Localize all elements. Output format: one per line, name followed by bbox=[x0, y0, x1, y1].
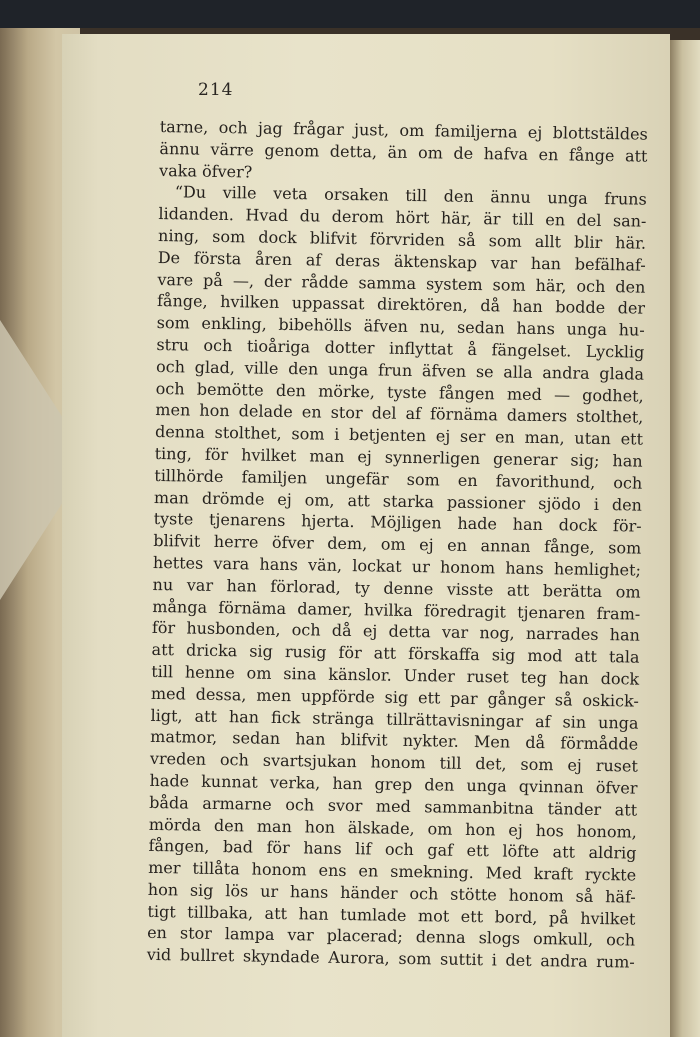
text-line: vare på —, der rådde samma system som här, och den bbox=[157, 269, 646, 297]
text-line: många förnäma damer, hvilka föredragit tjenaren fram- bbox=[152, 596, 641, 624]
text-line: mörda den man hon älskade, om hon ej hos honom, bbox=[148, 814, 637, 842]
text-line: båda armarne och svor med sammanbitna tänder att bbox=[149, 792, 638, 820]
text-line: hettes vara hans vän, lockat ur honom hans hemlighet; bbox=[152, 552, 642, 580]
page-number: 214 bbox=[198, 80, 234, 100]
text-line: mer tillåta honom ens en smekning. Med kraft ryckte bbox=[148, 858, 637, 885]
text-line: man drömde ej om, att starka passioner sjödo i den bbox=[153, 487, 643, 515]
text-line: De första åren af deras äktenskap var han befälhaf- bbox=[157, 247, 646, 275]
text-line: vaka öfver? bbox=[159, 160, 253, 182]
text-line: stru och tioåriga dotter inflyttat å fängelset. Lycklig bbox=[156, 334, 645, 362]
text-line: till henne om sina känslor. Under ruset teg han dock bbox=[151, 661, 640, 689]
text-line: tyste tjenarens hjerta. Möjligen hade han dock för- bbox=[153, 509, 642, 536]
text-line: tigt tillbaka, att han tumlade mot ett bord, på hvilket bbox=[147, 901, 636, 929]
text-line: hade kunnat verka, han grep den unga qvinnan öfver bbox=[149, 770, 638, 798]
text-line: för husbonden, och då ej detta var nog, narrades han bbox=[151, 618, 641, 645]
text-line: tarne, och jag frågar just, om familjerna ej blottstäldes bbox=[159, 116, 648, 144]
adjacent-page-edge bbox=[670, 40, 700, 1037]
text-line: “Du ville veta orsaken till den ännu unga fruns bbox=[174, 182, 647, 210]
text-line: denna stolthet, som i betjenten ej ser en man, utan ett bbox=[154, 422, 644, 449]
text-line: lidanden. Hvad du derom hört här, är till en del san- bbox=[158, 204, 647, 231]
text-line: att dricka sig rusig för att förskaffa sig mod att tala bbox=[151, 640, 640, 667]
text-line: med dessa, men uppförde sig ett par gånger så oskick- bbox=[150, 683, 640, 711]
text-line: och glad, ville den unga frun äfven se alla andra glada bbox=[155, 356, 645, 384]
text-line: nu var han förlorad, ty denne visste att berätta om bbox=[152, 574, 641, 602]
text-line: som enkling, bibehölls äfven nu, sedan hans unga hu- bbox=[156, 313, 645, 340]
text-line: fången, bad för hans lif och gaf ett löfte att aldrig bbox=[148, 836, 637, 863]
text-line: och bemötte den mörke, tyste fången med — godhet, bbox=[155, 378, 644, 406]
text-line: ännu värre genom detta, än om de hafva en fånge att bbox=[159, 138, 648, 166]
text-line: vid bullret skyndade Aurora, som suttit i det andra rum- bbox=[146, 945, 635, 972]
text-line: matmor, sedan han blifvit nykter. Men då förmådde bbox=[150, 727, 639, 754]
text-line: blifvit herre öfver dem, om ej en annan fånge, som bbox=[153, 531, 642, 558]
text-line: vreden och svartsjukan honom till det, som ej ruset bbox=[149, 749, 638, 776]
text-line: fånge, hvilken uppassat direktören, då han bodde der bbox=[156, 291, 646, 319]
text-line: ting, för hvilket man ej synnerligen generar sig; han bbox=[154, 443, 643, 471]
text-line: hon sig lös ur hans händer och stötte honom så häf- bbox=[147, 879, 636, 907]
text-line: ligt, att han fick stränga tillrättavisningar af sin unga bbox=[150, 705, 639, 733]
text-line: men hon delade en stor del af förnäma damers stolthet, bbox=[155, 400, 644, 427]
text-line: en stor lampa var placerad; denna slogs omkull, och bbox=[147, 923, 636, 951]
text-line: ning, som dock blifvit förvriden så som allt blir här. bbox=[157, 225, 647, 253]
text-line: tillhörde familjen ungefär som en favorithund, och bbox=[154, 465, 643, 493]
page-body-text bbox=[147, 116, 648, 974]
